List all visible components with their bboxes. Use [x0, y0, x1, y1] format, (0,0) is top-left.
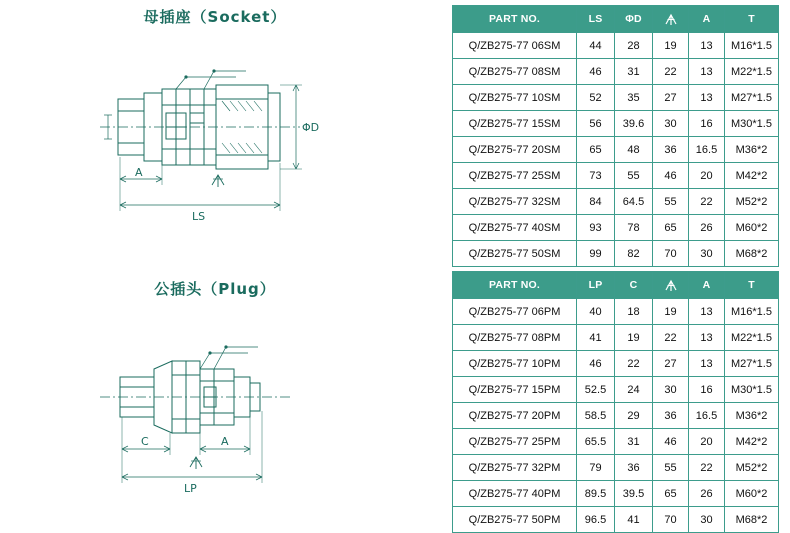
cell-roughness: 46 [653, 429, 689, 455]
plug-table-wrapper [452, 271, 778, 533]
cell-part-no: Q/ZB275-77 50SM [453, 241, 577, 267]
col-a: A [689, 6, 725, 33]
cell-part-no: Q/ZB275-77 32PM [453, 455, 577, 481]
cell-lp: 96.5 [577, 507, 615, 533]
cell-ls: 99 [577, 241, 615, 267]
cell-ls: 65 [577, 137, 615, 163]
cell-part-no: Q/ZB275-77 40SM [453, 215, 577, 241]
cell-phid: 39.6 [615, 111, 653, 137]
cell-c: 36 [615, 455, 653, 481]
col-roughness [653, 6, 689, 33]
cell-lp: 79 [577, 455, 615, 481]
col-part-no: PART NO. [453, 6, 577, 33]
cell-ls: 93 [577, 215, 615, 241]
cell-roughness: 36 [653, 137, 689, 163]
cell-a: 20 [689, 429, 725, 455]
cell-a: 26 [689, 215, 725, 241]
plug-drawing-block [0, 272, 430, 514]
cell-c: 22 [615, 351, 653, 377]
cell-phid: 28 [615, 33, 653, 59]
cell-t: M42*2 [725, 163, 779, 189]
table-row [453, 241, 779, 267]
table-row [453, 507, 779, 533]
roughness-icon [664, 279, 678, 292]
cell-lp: 65.5 [577, 429, 615, 455]
socket-dim-a-label: A [135, 166, 143, 179]
col-part-no: PART NO. [453, 272, 577, 299]
cell-t: M60*2 [725, 215, 779, 241]
table-row [453, 325, 779, 351]
cell-part-no: Q/ZB275-77 06SM [453, 33, 577, 59]
cell-t: M22*1.5 [725, 325, 779, 351]
cell-roughness: 70 [653, 241, 689, 267]
cell-lp: 46 [577, 351, 615, 377]
cell-roughness: 19 [653, 33, 689, 59]
col-ls: LS [577, 6, 615, 33]
cell-t: M42*2 [725, 429, 779, 455]
cell-t: M30*1.5 [725, 111, 779, 137]
plug-drawing-canvas [0, 299, 430, 514]
cell-part-no: Q/ZB275-77 20SM [453, 137, 577, 163]
cell-roughness: 55 [653, 455, 689, 481]
socket-drawing-block [0, 0, 430, 242]
cell-a: 16.5 [689, 137, 725, 163]
table-row [453, 429, 779, 455]
cell-a: 20 [689, 163, 725, 189]
cell-t: M68*2 [725, 507, 779, 533]
cell-phid: 55 [615, 163, 653, 189]
cell-roughness: 65 [653, 481, 689, 507]
cell-part-no: Q/ZB275-77 50PM [453, 507, 577, 533]
col-t: T [725, 272, 779, 299]
plug-title: 公插头（Plug） [154, 280, 276, 298]
cell-t: M16*1.5 [725, 33, 779, 59]
cell-lp: 40 [577, 299, 615, 325]
cell-t: M27*1.5 [725, 351, 779, 377]
cell-t: M60*2 [725, 481, 779, 507]
cell-roughness: 55 [653, 189, 689, 215]
cell-lp: 58.5 [577, 403, 615, 429]
socket-drawing-canvas [0, 27, 430, 242]
cell-t: M27*1.5 [725, 85, 779, 111]
table-row [453, 215, 779, 241]
table-row [453, 403, 779, 429]
cell-phid: 31 [615, 59, 653, 85]
cell-lp: 89.5 [577, 481, 615, 507]
cell-c: 29 [615, 403, 653, 429]
table-row [453, 377, 779, 403]
cell-roughness: 46 [653, 163, 689, 189]
cell-roughness: 70 [653, 507, 689, 533]
cell-part-no: Q/ZB275-77 10SM [453, 85, 577, 111]
cell-part-no: Q/ZB275-77 10PM [453, 351, 577, 377]
table-row [453, 481, 779, 507]
cell-c: 19 [615, 325, 653, 351]
cell-roughness: 30 [653, 111, 689, 137]
cell-lp: 52.5 [577, 377, 615, 403]
roughness-icon [664, 13, 678, 26]
cell-a: 26 [689, 481, 725, 507]
cell-t: M68*2 [725, 241, 779, 267]
cell-part-no: Q/ZB275-77 15SM [453, 111, 577, 137]
col-a: A [689, 272, 725, 299]
cell-phid: 35 [615, 85, 653, 111]
col-lp: LP [577, 272, 615, 299]
cell-roughness: 22 [653, 325, 689, 351]
cell-ls: 52 [577, 85, 615, 111]
cell-a: 30 [689, 507, 725, 533]
table-row [453, 59, 779, 85]
table-row [453, 163, 779, 189]
cell-phid: 48 [615, 137, 653, 163]
socket-diameter-label: ΦD [302, 121, 320, 134]
cell-t: M36*2 [725, 137, 779, 163]
socket-title: 母插座（Socket） [143, 8, 287, 26]
cell-part-no: Q/ZB275-77 25SM [453, 163, 577, 189]
cell-part-no: Q/ZB275-77 15PM [453, 377, 577, 403]
table-row [453, 455, 779, 481]
cell-a: 30 [689, 241, 725, 267]
table-row [453, 111, 779, 137]
cell-roughness: 36 [653, 403, 689, 429]
cell-a: 13 [689, 299, 725, 325]
cell-a: 13 [689, 33, 725, 59]
cell-t: M22*1.5 [725, 59, 779, 85]
cell-part-no: Q/ZB275-77 25PM [453, 429, 577, 455]
plug-spec-table [452, 271, 779, 533]
cell-roughness: 30 [653, 377, 689, 403]
cell-a: 22 [689, 455, 725, 481]
table-row [453, 85, 779, 111]
cell-c: 41 [615, 507, 653, 533]
table-row [453, 33, 779, 59]
plug-dim-c-label: C [141, 435, 149, 448]
cell-part-no: Q/ZB275-77 20PM [453, 403, 577, 429]
cell-a: 13 [689, 351, 725, 377]
plug-dim-a-label: A [221, 435, 229, 448]
cell-roughness: 65 [653, 215, 689, 241]
cell-a: 16.5 [689, 403, 725, 429]
cell-part-no: Q/ZB275-77 08PM [453, 325, 577, 351]
cell-a: 13 [689, 59, 725, 85]
col-t: T [725, 6, 779, 33]
cell-t: M30*1.5 [725, 377, 779, 403]
cell-ls: 46 [577, 59, 615, 85]
cell-roughness: 22 [653, 59, 689, 85]
socket-spec-table [452, 5, 779, 267]
cell-ls: 56 [577, 111, 615, 137]
col-roughness [653, 272, 689, 299]
plug-dim-lp-label: LP [184, 482, 197, 495]
cell-a: 13 [689, 325, 725, 351]
table-row [453, 299, 779, 325]
cell-part-no: Q/ZB275-77 06PM [453, 299, 577, 325]
cell-roughness: 27 [653, 85, 689, 111]
cell-a: 22 [689, 189, 725, 215]
cell-a: 16 [689, 377, 725, 403]
cell-t: M52*2 [725, 455, 779, 481]
cell-t: M36*2 [725, 403, 779, 429]
table-header-row [453, 6, 779, 33]
cell-a: 16 [689, 111, 725, 137]
socket-table-wrapper [452, 5, 778, 267]
cell-c: 31 [615, 429, 653, 455]
cell-ls: 44 [577, 33, 615, 59]
cell-phid: 82 [615, 241, 653, 267]
cell-c: 39.5 [615, 481, 653, 507]
cell-phid: 78 [615, 215, 653, 241]
cell-c: 24 [615, 377, 653, 403]
cell-phid: 64.5 [615, 189, 653, 215]
table-row [453, 137, 779, 163]
cell-roughness: 27 [653, 351, 689, 377]
cell-ls: 73 [577, 163, 615, 189]
cell-t: M52*2 [725, 189, 779, 215]
cell-part-no: Q/ZB275-77 32SM [453, 189, 577, 215]
table-row [453, 189, 779, 215]
cell-lp: 41 [577, 325, 615, 351]
table-row [453, 351, 779, 377]
cell-t: M16*1.5 [725, 299, 779, 325]
col-phid: ΦD [615, 6, 653, 33]
cell-ls: 84 [577, 189, 615, 215]
cell-c: 18 [615, 299, 653, 325]
cell-part-no: Q/ZB275-77 40PM [453, 481, 577, 507]
col-c: C [615, 272, 653, 299]
socket-dim-ls-label: LS [192, 210, 206, 223]
table-header-row [453, 272, 779, 299]
cell-roughness: 19 [653, 299, 689, 325]
cell-a: 13 [689, 85, 725, 111]
cell-part-no: Q/ZB275-77 08SM [453, 59, 577, 85]
